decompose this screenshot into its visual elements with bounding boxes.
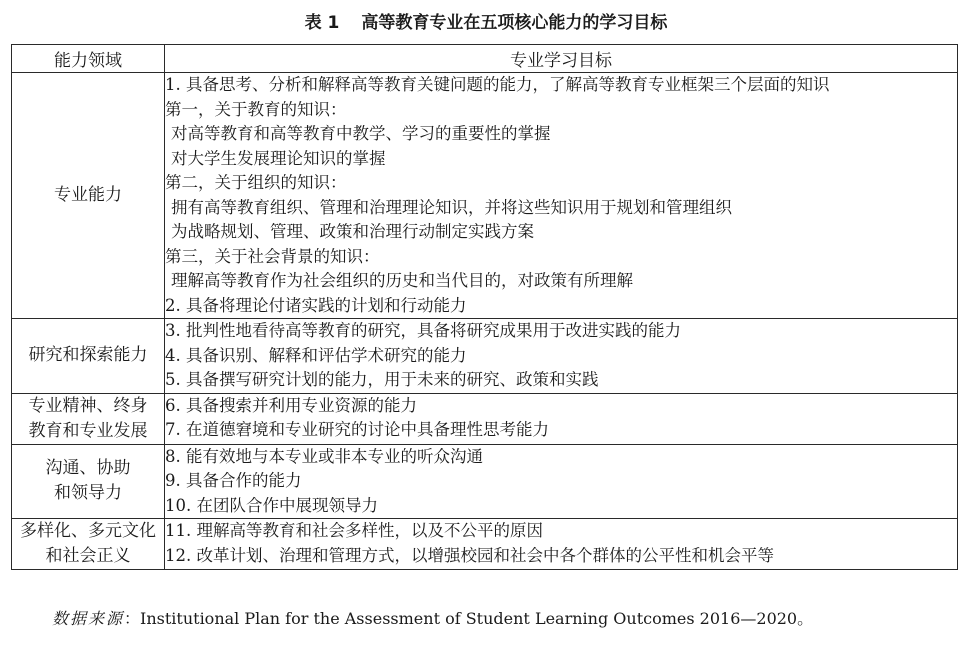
goals-cell (165, 444, 958, 519)
source-note (52, 608, 813, 630)
table-row (12, 393, 958, 444)
header-goals: 专业学习目标 (165, 45, 958, 73)
domain-label: 沟通、协助 (45, 458, 131, 479)
domain-cell (12, 393, 165, 444)
domain-label: 和社会正义 (45, 546, 131, 566)
goals-cell (165, 319, 958, 394)
goal-line: 1. 具备思考、分析和解释高等教育关键问题的能力，了解高等教育专业框架三个层面的知识 (165, 75, 830, 94)
table-row (12, 444, 958, 519)
goal-line: 11. 理解高等教育和社会多样性，以及不公平的原因 (165, 521, 543, 540)
goal-line: 3. 批判性地看待高等教育的研究，具备将研究成果用于改进实践的能力 (165, 321, 681, 340)
learning-goals-table (11, 44, 958, 570)
table-title: 高等教育专业在五项核心能力的学习目标 (361, 13, 668, 33)
goal-line: 对高等教育和高等教育中教学、学习的重要性的掌握 (171, 124, 551, 143)
goal-line: 6. 具备搜索并利用专业资源的能力 (165, 395, 417, 415)
goal-line: 为战略规划、管理、政策和治理行动制定实践方案 (171, 222, 534, 241)
domain-cell (12, 73, 165, 319)
goal-line: 对大学生发展理论知识的掌握 (171, 148, 386, 168)
goal-line: 10. 在团队合作中展现领导力 (165, 495, 378, 515)
domain-label: 研究和探索能力 (28, 345, 148, 366)
domain-label: 和领导力 (54, 483, 122, 504)
goal-line: 拥有高等教育组织、管理和治理理论知识，并将这些知识用于规划和管理组织 (171, 197, 732, 217)
goal-line: 第一，关于教育的知识： (165, 99, 347, 119)
table-body (12, 73, 958, 570)
domain-label: 多样化、多元文化 (20, 521, 156, 541)
goal-line: 第二，关于组织的知识： (165, 173, 347, 192)
domain-cell (12, 519, 165, 570)
goal-line: 4. 具备识别、解释和评估学术研究的能力 (165, 345, 467, 365)
goal-line: 12. 改革计划、治理和管理方式，以增强校园和社会中各个群体的公平性和机会平等 (165, 545, 774, 565)
source-label: 数据来源 (52, 609, 125, 628)
goals-cell (165, 393, 958, 444)
header-row (12, 45, 958, 73)
header-domain: 能力领域 (12, 45, 165, 73)
goal-line: 9. 具备合作的能力 (165, 471, 302, 490)
goal-line: 理解高等教育作为社会组织的历史和当代目的，对政策有所理解 (171, 271, 633, 290)
domain-cell (12, 319, 165, 394)
table-row (12, 319, 958, 394)
goal-line: 7. 在道德窘境和专业研究的讨论中具备理性思考能力 (165, 420, 549, 439)
table-row (12, 73, 958, 319)
table-caption (0, 12, 972, 34)
goals-cell (165, 519, 958, 570)
domain-label: 专业精神、终身 (28, 395, 148, 416)
table-row (12, 519, 958, 570)
table-number: 表 1 (304, 13, 340, 33)
domain-label: 专业能力 (54, 185, 122, 205)
goal-line: 8. 能有效地与本专业或非本专业的听众沟通 (165, 446, 483, 466)
goal-line: 5. 具备撰写研究计划的能力，用于未来的研究、政策和实践 (165, 370, 599, 389)
goal-line: 2. 具备将理论付诸实践的计划和行动能力 (165, 295, 467, 315)
goals-cell (165, 73, 958, 319)
domain-label: 教育和专业发展 (28, 420, 148, 441)
domain-cell (12, 444, 165, 519)
source-text: ：Institutional Plan for the Assessment of Student Learning Outcomes 2016—2020。 (124, 609, 814, 628)
goal-line: 第三，关于社会背景的知识： (165, 246, 380, 266)
